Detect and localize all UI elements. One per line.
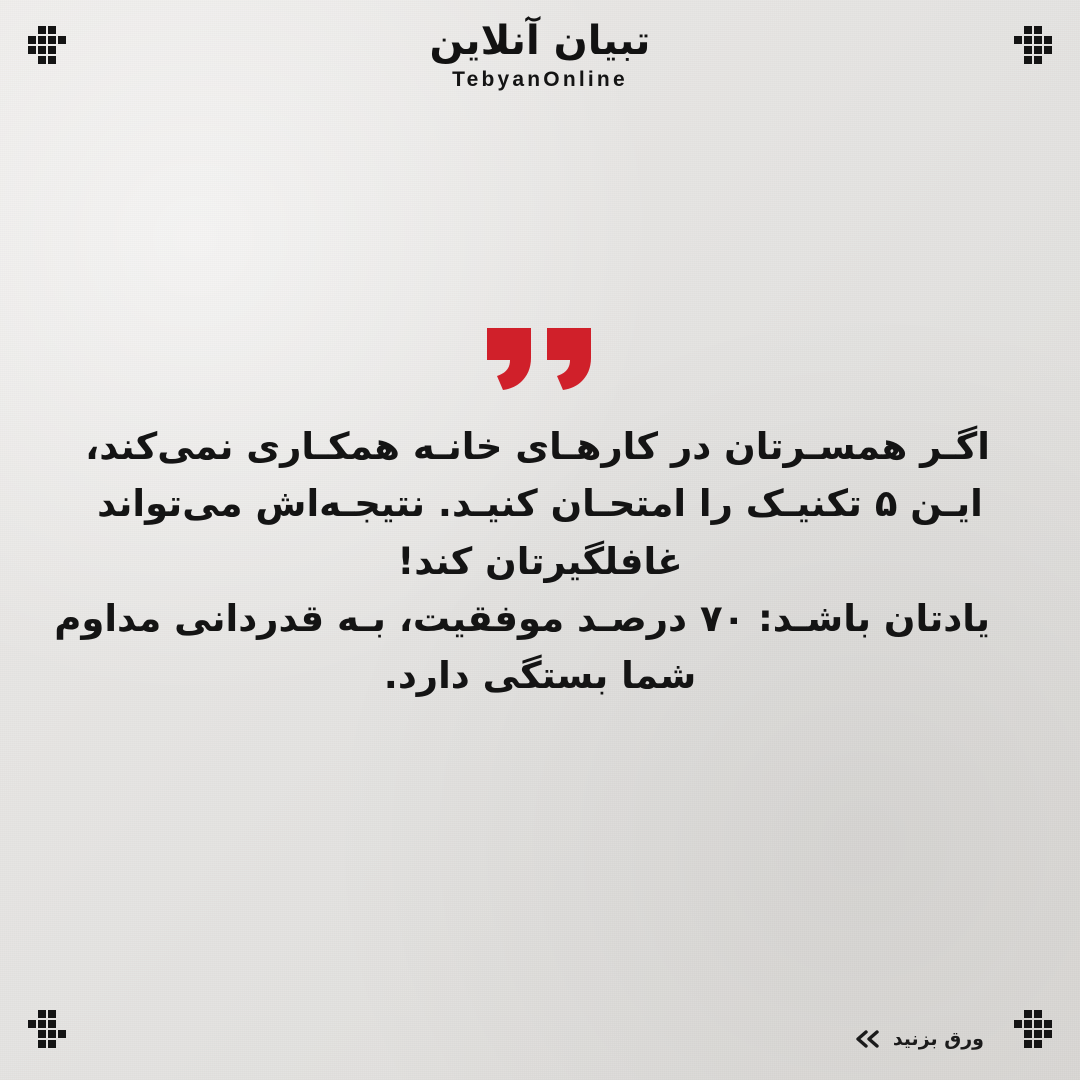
quote-line: غافلگیرتان کند! — [397, 539, 683, 583]
quote-line: شما بستگی دارد. — [383, 654, 697, 698]
brand-name-en: TebyanOnline — [452, 68, 628, 91]
brand-header — [0, 18, 1080, 92]
quote-line: ایـن ۵ تکنیـک را امتحـان کنیـد. نتیجـه‌اش می‌تواند — [97, 482, 983, 526]
quote-mark-icon — [0, 326, 1080, 392]
quote-line: اگـر همسـرتان در کارهـای خانـه همکـاری نمی‌کند، — [85, 425, 990, 468]
dot-pattern-ornament-bottom-left — [24, 1010, 70, 1056]
dot-pattern-ornament-bottom-right — [1010, 1010, 1056, 1056]
brand-name-fa: تبیان آنلاین — [429, 18, 651, 64]
swipe-hint-label: ورق بزنید — [892, 1028, 984, 1050]
quote-text — [54, 418, 990, 705]
quote-line: یادتان باشـد: ۷۰ درصـد موفقیت، بـه قدردانی مداوم — [54, 597, 990, 641]
swipe-hint[interactable] — [851, 1028, 984, 1050]
double-chevron-left-icon[interactable] — [851, 1029, 881, 1049]
